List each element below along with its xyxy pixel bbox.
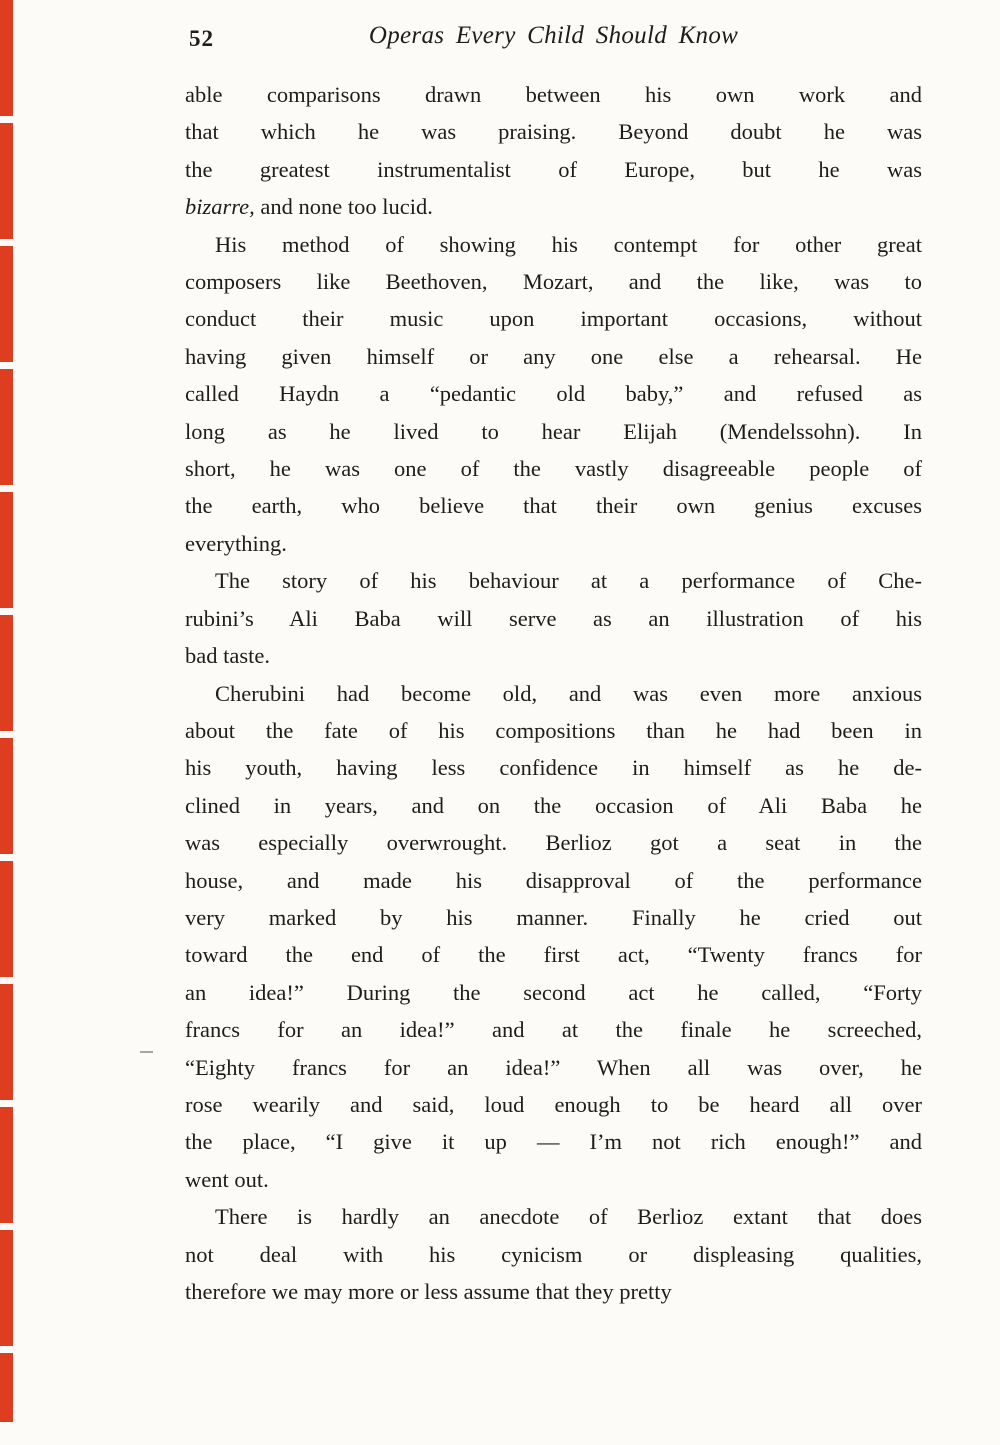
text-line: conduct their music upon important occasions, without xyxy=(185,306,922,332)
text-line: about the fate of his compositions than he had been in xyxy=(185,717,922,743)
text-line: composers like Beethoven, Mozart, and the like, was to xyxy=(185,269,922,295)
text-line: long as he lived to hear Elijah (Mendelssohn). In xyxy=(185,418,922,444)
text-line: francs for an idea!” and at the finale he screeched, xyxy=(185,1017,922,1043)
text-line: bizarre, and none too lucid. xyxy=(185,194,433,220)
text-line: called Haydn a “pedantic old baby,” and refused as xyxy=(185,381,922,407)
text-line: the place, “I give it up — I’m not rich enough!” and xyxy=(185,1129,922,1155)
text-line: The story of his behaviour at a performance of Che- xyxy=(215,568,922,594)
text-line: therefore we may more or less assume that they pretty xyxy=(185,1279,672,1304)
page xyxy=(185,18,922,1310)
text-line: toward the end of the first act, “Twenty francs for xyxy=(185,942,922,968)
paragraph xyxy=(185,226,922,563)
text-line: Cherubini had become old, and was even more anxious xyxy=(215,680,922,706)
text-line: the earth, who believe that their own genius excuses xyxy=(185,493,922,519)
text-line: able comparisons drawn between his own work and xyxy=(185,82,922,107)
text-line: clined in years, and on the occasion of Ali Baba he xyxy=(185,792,922,818)
text-line: the greatest instrumentalist of Europe, but he was xyxy=(185,156,922,182)
margin-mark xyxy=(140,1051,153,1053)
body-text xyxy=(185,76,922,1310)
text-line: short, he was one of the vastly disagreeable people of xyxy=(185,456,922,482)
text-line: There is hardly an anecdote of Berlioz extant that does xyxy=(215,1204,922,1230)
paragraph xyxy=(185,76,922,226)
scan-edge-artifact xyxy=(0,0,13,1422)
text-line: rubini’s Ali Baba will serve as an illustration of his xyxy=(185,605,922,631)
text-line: was especially overwrought. Berlioz got a seat in the xyxy=(185,830,922,856)
running-header xyxy=(185,18,922,64)
text-line: rose wearily and said, loud enough to be heard all over xyxy=(185,1091,922,1117)
paragraph xyxy=(185,562,922,674)
text-line: went out. xyxy=(185,1166,269,1192)
text-line: His method of showing his contempt for other great xyxy=(215,231,922,257)
text-line: having given himself or any one else a rehearsal. He xyxy=(185,343,922,369)
paragraph xyxy=(185,675,922,1199)
text-line: his youth, having less confidence in himself as he de- xyxy=(185,755,922,781)
running-header-title: Operas Every Child Should Know xyxy=(368,22,739,49)
paragraph xyxy=(185,1198,922,1310)
text-line: house, and made his disapproval of the performance xyxy=(185,867,922,893)
text-line: bad taste. xyxy=(185,643,270,669)
text-line: not deal with his cynicism or displeasing qualities, xyxy=(185,1241,922,1267)
text-line: an idea!” During the second act he called, “Forty xyxy=(185,979,922,1005)
text-line: everything. xyxy=(185,530,287,556)
text-line: very marked by his manner. Finally he cried out xyxy=(185,904,922,930)
text-line: “Eighty francs for an idea!” When all was over, he xyxy=(185,1054,922,1080)
text-line: that which he was praising. Beyond doubt he was xyxy=(185,119,922,145)
page-number: 52 xyxy=(189,26,214,51)
